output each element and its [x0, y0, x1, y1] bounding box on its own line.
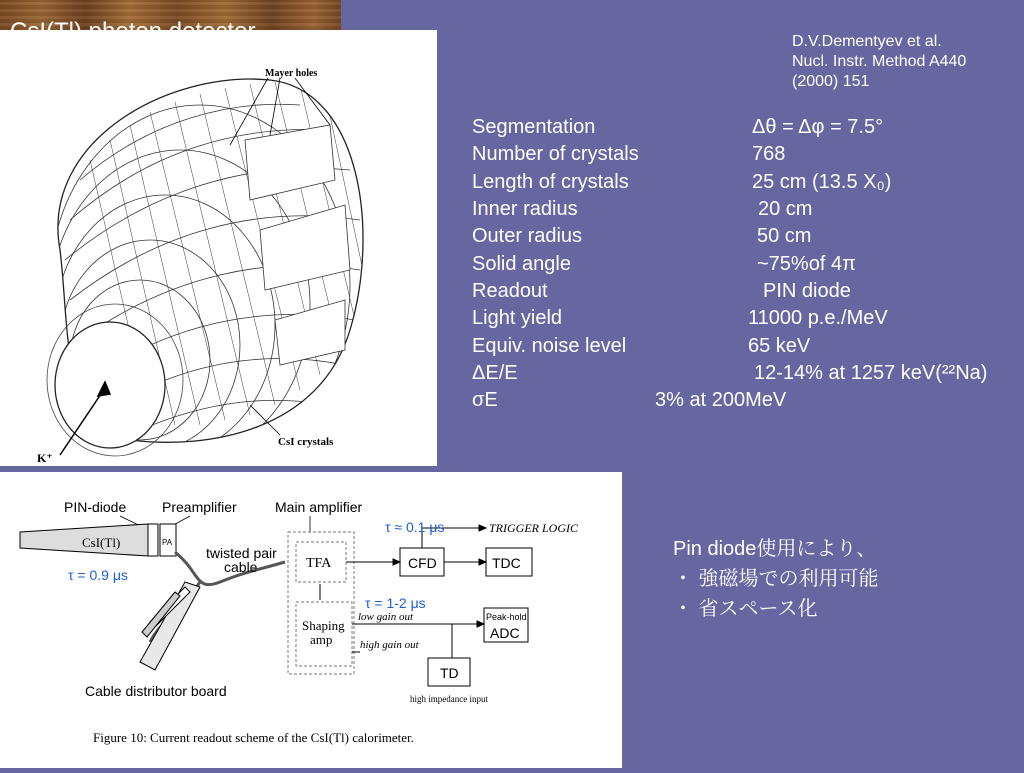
notes: [673, 534, 879, 624]
citation-authors: D.V.Dementyev et al.: [792, 33, 942, 50]
spec-value-solid-angle: ~75%of 4π: [757, 253, 856, 275]
high-gain-label: high gain out: [360, 639, 419, 651]
tfa-label: TFA: [306, 556, 332, 571]
kaon-label: K⁺: [37, 451, 53, 465]
tau-tfa-label: τ ≈ 0.1 μs: [385, 519, 445, 535]
spec-value-inner-radius: 20 cm: [758, 198, 813, 220]
spec-label-sigma: σE: [472, 389, 498, 411]
citation-year: (2000) 151: [792, 73, 870, 90]
amp-label: amp: [310, 632, 333, 647]
spec-label-noise: Equiv. noise level: [472, 335, 627, 357]
tau-shaping-label: τ = 1-2 μs: [365, 595, 426, 611]
spec-label-readout: Readout: [472, 280, 548, 302]
detector-drawing: [0, 30, 437, 466]
shaping-label: Shaping: [302, 618, 345, 633]
spec-label-outer-radius: Outer radius: [472, 225, 583, 247]
spec-value-light-yield: 11000 p.e./MeV: [748, 307, 888, 329]
note-space-saving: ・ 省スペース化: [673, 598, 818, 620]
adc-label: ADC: [490, 625, 520, 641]
readout-diagram: [0, 472, 622, 768]
twisted-pair-label: twisted pair: [206, 545, 277, 561]
tdc-label: TDC: [492, 555, 521, 571]
pin-diode-label: PIN-diode: [64, 499, 127, 515]
spec-label-crystals: Number of crystals: [472, 143, 639, 165]
readout-figure: [0, 472, 622, 768]
pa-label: PA: [162, 538, 173, 547]
tau-pin-label: τ = 0.9 μs: [68, 567, 128, 583]
spec-value-readout: PIN diode: [763, 280, 851, 302]
spec-value-length: 25 cm (13.5 X₀): [752, 171, 892, 193]
spec-value-crystals: 768: [752, 143, 786, 165]
td-label: TD: [440, 665, 459, 681]
peak-hold-label: Peak-hold: [486, 612, 527, 622]
csi-label: CsI(Tl): [82, 535, 121, 550]
low-gain-label: low gain out: [358, 611, 414, 623]
csi-crystals-label: CsI crystals: [278, 436, 334, 448]
spec-value-outer-radius: 50 cm: [757, 225, 812, 247]
inner-opening: [55, 322, 165, 448]
spec-label-segmentation: Segmentation: [472, 116, 596, 138]
note-intro: Pin diode使用により、: [673, 538, 877, 560]
mayer-holes-label: Mayer holes: [265, 68, 318, 79]
detector-figure: [0, 30, 437, 466]
spec-label-inner-radius: Inner radius: [472, 198, 578, 220]
cfd-label: CFD: [408, 555, 437, 571]
main-amplifier-label: Main amplifier: [275, 499, 363, 515]
citation: [792, 32, 966, 92]
trigger-logic-label: TRIGGER LOGIC: [489, 521, 578, 535]
spec-value-noise: 65 keV: [748, 335, 811, 357]
preamplifier-label: Preamplifier: [162, 499, 237, 515]
figure-caption: Figure 10: Current readout scheme of the CsI(Tl) calorimeter.: [93, 730, 414, 745]
spec-label-resolution: ΔE/E: [472, 362, 518, 384]
citation-journal: Nucl. Instr. Method A440: [792, 53, 967, 70]
spec-value-resolution: 12-14% at 1257 keV(²²Na): [754, 362, 988, 384]
distributor-label: Cable distributor board: [85, 683, 227, 699]
spec-value-segmentation: Δθ = Δφ = 7.5°: [752, 116, 884, 138]
spec-label-light-yield: Light yield: [472, 307, 563, 329]
note-magnetic-field: ・ 強磁場での利用可能: [673, 568, 879, 590]
spec-label-solid-angle: Solid angle: [472, 253, 571, 275]
spec-label-length: Length of crystals: [472, 171, 629, 193]
mayer-holes: [245, 125, 350, 365]
high-impedance-label: high impedance input: [410, 694, 488, 704]
cable-label: cable: [224, 559, 258, 575]
spec-value-sigma: 3% at 200MeV: [655, 389, 787, 411]
